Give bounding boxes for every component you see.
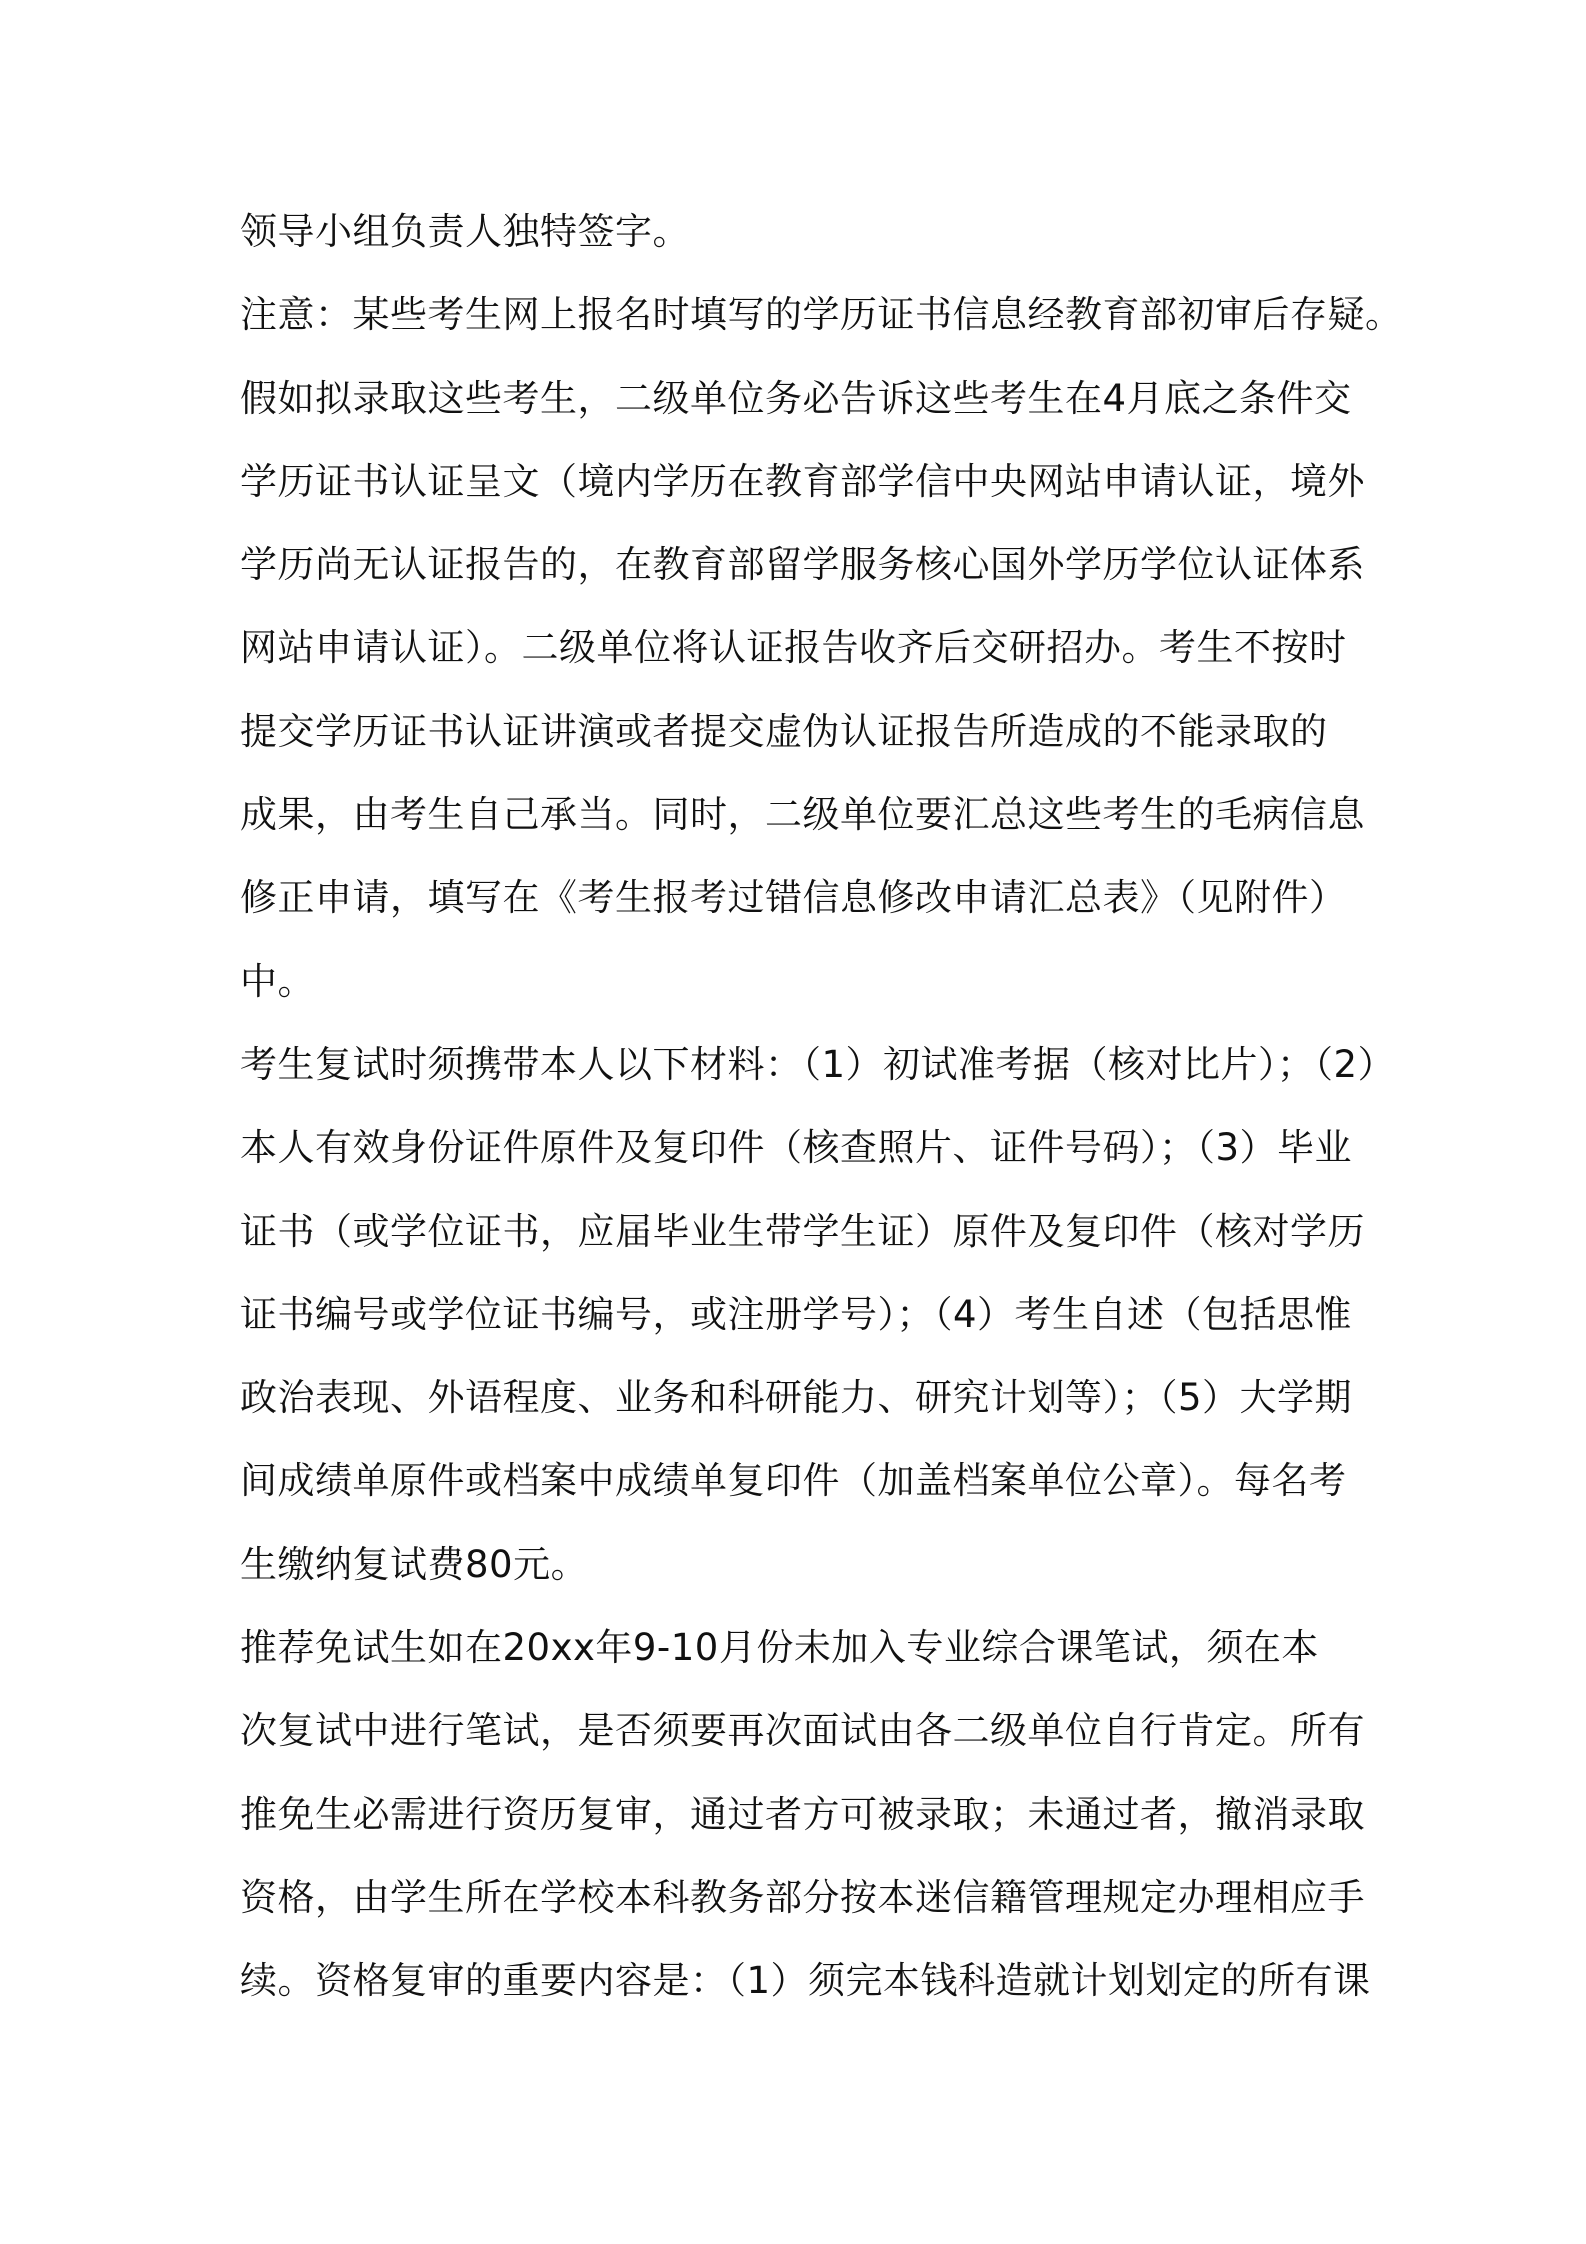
text-line: 证书编号或学位证书编号，或注册学号）；（4）考生自述（包括思惟 [240, 1292, 1353, 1336]
text-line: 假如拟录取这些考生，二级单位务必告诉这些考生在4月底之条件交 [240, 376, 1352, 420]
text-line: 成果，由考生自己承当。同时，二级单位要汇总这些考生的毛病信息 [240, 793, 1365, 837]
text-line: 本人有效身份证件原件及复印件（核查照片、证件号码）；（3）毕业 [240, 1126, 1353, 1170]
text-line: 生缴纳复试费80元。 [240, 1542, 589, 1586]
text-line: 考生复试时须携带本人以下材料：（1）初试准考据（核对比片）；（2） [240, 1042, 1396, 1086]
text-line: 领导小组负责人独特签字。 [240, 210, 690, 253]
text-line: 中。 [240, 959, 315, 1003]
text-line: 网站申请认证）。二级单位将认证报告收齐后交研招办。考生不按时 [240, 626, 1347, 670]
text-line: 资格，由学生所在学校本科教务部分按本迷信籍管理规定办理相应手 [240, 1875, 1365, 1919]
text-line: 推免生必需进行资历复审，通过者方可被录取；未通过者，撤消录取 [240, 1792, 1365, 1836]
text-line: 推荐免试生如在20xx年9-10月份未加入专业综合课笔试，须在本 [240, 1626, 1319, 1670]
text-line: 续。资格复审的重要内容是：（1）须完本钱科造就计划划定的所有课 [240, 1959, 1371, 2003]
text-line: 间成绩单原件或档案中成绩单复印件（加盖档案单位公章）。每名考 [240, 1459, 1347, 1503]
text-line: 注意：某些考生网上报名时填写的学历证书信息经教育部初审后存疑。 [240, 293, 1403, 337]
text-line: 次复试中进行笔试，是否须要再次面试由各二级单位自行肯定。所有 [240, 1709, 1365, 1753]
document-body [240, 190, 1403, 2023]
text-line: 证书（或学位证书，应届毕业生带学生证）原件及复印件（核对学历 [240, 1209, 1365, 1253]
text-line: 提交学历证书认证讲演或者提交虚伪认证报告所造成的不能录取的 [240, 709, 1328, 753]
text-line: 学历证书认证呈文（境内学历在教育部学信中央网站申请认证，境外 [240, 459, 1365, 503]
text-line: 学历尚无认证报告的，在教育部留学服务核心国外学历学位认证体系 [240, 543, 1365, 587]
text-line: 政治表现、外语程度、业务和科研能力、研究计划等）；（5）大学期 [240, 1376, 1353, 1420]
text-line: 修正申请，填写在《考生报考过错信息修改申请汇总表》（见附件） [240, 876, 1347, 920]
